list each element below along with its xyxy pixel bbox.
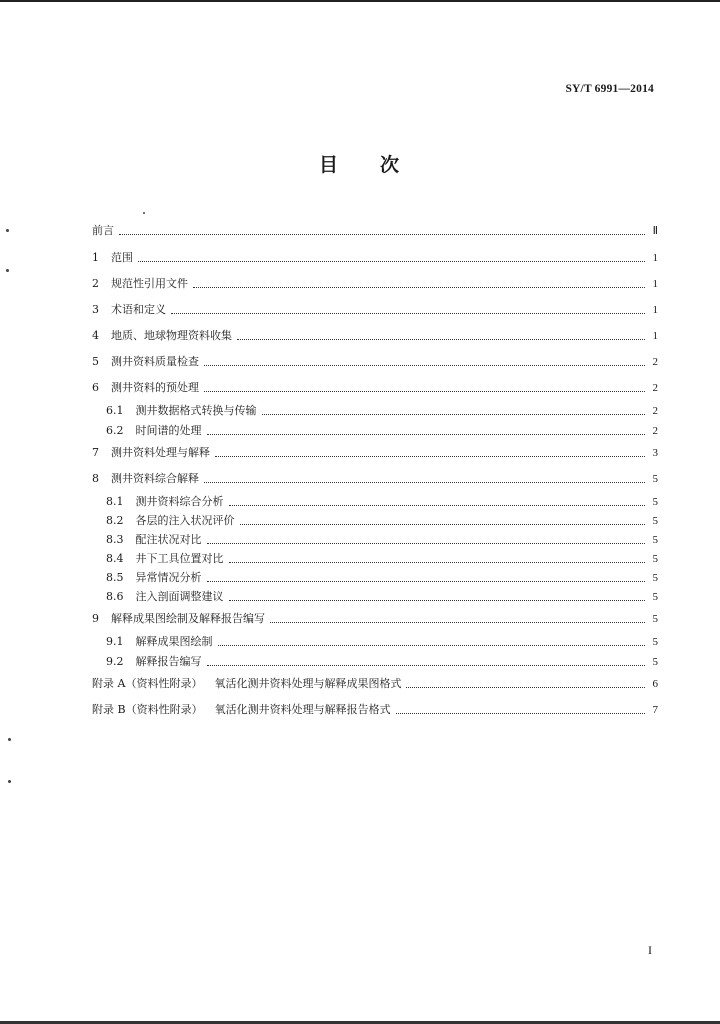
toc-entry-page: 1 — [652, 278, 658, 290]
toc-entry[interactable] — [92, 400, 658, 418]
toc-entry-number: 附录 B（资料性附录） — [92, 703, 203, 716]
toc-entry-page: 2 — [652, 382, 658, 394]
dot-leader — [204, 482, 645, 483]
toc-entry-label: 测井资料综合分析 — [135, 495, 224, 508]
title-char-right: 次 — [380, 154, 402, 176]
toc-entry-page: 5 — [652, 515, 658, 527]
toc-entry[interactable] — [92, 586, 658, 604]
toc-entry-label: 术语和定义 — [111, 303, 166, 316]
dot-leader — [237, 339, 645, 340]
toc-entry[interactable] — [92, 699, 658, 717]
toc-entry-label: 配注状况对比 — [135, 533, 202, 546]
toc-entry-number: 6 — [92, 381, 99, 394]
dot-leader — [138, 261, 645, 262]
scan-speck — [6, 229, 9, 232]
toc-entry-label: 井下工具位置对比 — [135, 552, 224, 565]
toc-entry-page: 7 — [652, 704, 658, 716]
toc-entry-label: 氧活化测井资料处理与解释成果图格式 — [214, 677, 402, 690]
toc-entry-label: 地质、地球物理资料收集 — [111, 329, 232, 342]
toc-entry-number: 8.3 — [106, 533, 124, 546]
toc-entry[interactable] — [92, 491, 658, 509]
toc-entry[interactable] — [92, 299, 658, 317]
toc-entry-label: 测井资料综合解释 — [111, 472, 199, 485]
toc-entry-number: 6.1 — [106, 404, 124, 417]
toc-entry-number: 8 — [92, 472, 99, 485]
toc-entry-label: 解释成果图绘制及解释报告编写 — [111, 612, 265, 625]
toc-entry-page: 3 — [652, 447, 658, 459]
dot-leader — [207, 434, 646, 435]
dot-leader — [204, 365, 645, 366]
toc-entry[interactable] — [92, 351, 658, 369]
toc-entry-number: 9.1 — [106, 635, 124, 648]
dot-leader — [215, 456, 645, 457]
dot-leader — [262, 414, 646, 415]
toc-entry[interactable] — [92, 529, 658, 547]
dot-leader — [229, 562, 646, 563]
toc-entry-number: 5 — [92, 355, 99, 368]
standard-code: SY/T 6991—2014 — [565, 83, 654, 95]
dot-leader — [119, 234, 645, 235]
toc-entry-page: 5 — [652, 636, 658, 648]
toc-entry-label: 解释报告编写 — [135, 655, 202, 668]
toc-entry[interactable] — [92, 651, 658, 669]
toc-entry-page: Ⅱ — [652, 225, 658, 237]
toc-entry-label: 解释成果图绘制 — [135, 635, 213, 648]
dot-leader — [229, 505, 646, 506]
toc-entry-label: 测井资料质量检查 — [111, 355, 199, 368]
toc-entry-page: 5 — [652, 473, 658, 485]
toc-entry[interactable] — [92, 468, 658, 486]
toc-entry-number: 4 — [92, 329, 99, 342]
toc-entry-number: 9 — [92, 612, 99, 625]
toc-entry-number: 8.4 — [106, 552, 124, 565]
toc-entry[interactable] — [92, 510, 658, 528]
toc-entry-number: 8.5 — [106, 571, 124, 584]
dot-leader — [396, 713, 645, 714]
toc-entry-page: 1 — [652, 252, 658, 264]
toc-entry[interactable] — [92, 325, 658, 343]
toc-entry-number: 附录 A（资料性附录） — [92, 677, 203, 690]
toc-entry-page: 1 — [652, 304, 658, 316]
toc-entry-number: 9.2 — [106, 655, 124, 668]
toc-entry-label: 氧活化测井资料处理与解释报告格式 — [214, 703, 391, 716]
dot-leader — [406, 687, 645, 688]
toc-entry-number: 1 — [92, 251, 99, 264]
toc-entry[interactable] — [92, 631, 658, 649]
toc-entry-label: 各层的注入状况评价 — [135, 514, 235, 527]
toc-entry-number: 3 — [92, 303, 99, 316]
toc-entry[interactable] — [92, 548, 658, 566]
toc-entry-label: 时间谱的处理 — [135, 424, 202, 437]
toc-entry-page: 1 — [652, 330, 658, 342]
toc-entry-label: 测井数据格式转换与传输 — [135, 404, 257, 417]
toc-entry-label: 规范性引用文件 — [111, 277, 188, 290]
toc-entry[interactable] — [92, 377, 658, 395]
title-char-left: 目 — [318, 154, 340, 176]
toc-entry-page: 6 — [652, 678, 658, 690]
toc-entry[interactable] — [92, 420, 658, 438]
dot-leader — [204, 391, 645, 392]
toc-entry-label: 前言 — [92, 224, 114, 237]
dot-leader — [193, 287, 645, 288]
toc-entry[interactable] — [92, 247, 658, 265]
toc-entry-page: 5 — [652, 496, 658, 508]
toc-entry-page: 5 — [652, 613, 658, 625]
toc-entry-page: 2 — [652, 356, 658, 368]
dot-leader — [240, 524, 646, 525]
toc-entry[interactable] — [92, 608, 658, 626]
toc-entry-label: 异常情况分析 — [135, 571, 202, 584]
scan-speck — [8, 780, 11, 783]
toc-entry-label: 测井资料的预处理 — [111, 381, 199, 394]
toc-entry-page: 2 — [652, 405, 658, 417]
scan-speck — [8, 738, 11, 741]
toc-entry[interactable] — [92, 673, 658, 691]
dot-leader — [171, 313, 645, 314]
toc-entry[interactable] — [92, 273, 658, 291]
toc-entry-page: 5 — [652, 656, 658, 668]
top-border — [0, 0, 720, 2]
dot-leader — [207, 581, 646, 582]
toc-entry-label: 测井资料处理与解释 — [111, 446, 210, 459]
toc-entry-page: 5 — [652, 553, 658, 565]
toc-entry-number: 2 — [92, 277, 99, 290]
toc-entry-label: 注入剖面调整建议 — [135, 590, 224, 603]
toc-entry-number: 7 — [92, 446, 99, 459]
toc-entry-number: 8.6 — [106, 590, 124, 603]
toc-entry-page: 5 — [652, 591, 658, 603]
toc-entry-page: 5 — [652, 572, 658, 584]
toc-entry-number: 8.1 — [106, 495, 124, 508]
dot-leader — [229, 600, 646, 601]
scan-speck — [6, 269, 9, 272]
dot-leader — [207, 665, 646, 666]
toc-entry-number: 6.2 — [106, 424, 124, 437]
toc-entry[interactable] — [92, 220, 658, 238]
page-title — [0, 150, 720, 177]
dot-leader — [207, 543, 646, 544]
dot-leader — [218, 645, 646, 646]
toc-entry-label: 范围 — [111, 251, 133, 264]
scan-speck — [143, 212, 145, 214]
dot-leader — [270, 622, 645, 623]
toc-entry-page: 5 — [652, 534, 658, 546]
toc-entry-page: 2 — [652, 425, 658, 437]
toc-entry-number: 8.2 — [106, 514, 124, 527]
toc-entry[interactable] — [92, 442, 658, 460]
toc-entry[interactable] — [92, 567, 658, 585]
page-number: I — [648, 943, 652, 957]
